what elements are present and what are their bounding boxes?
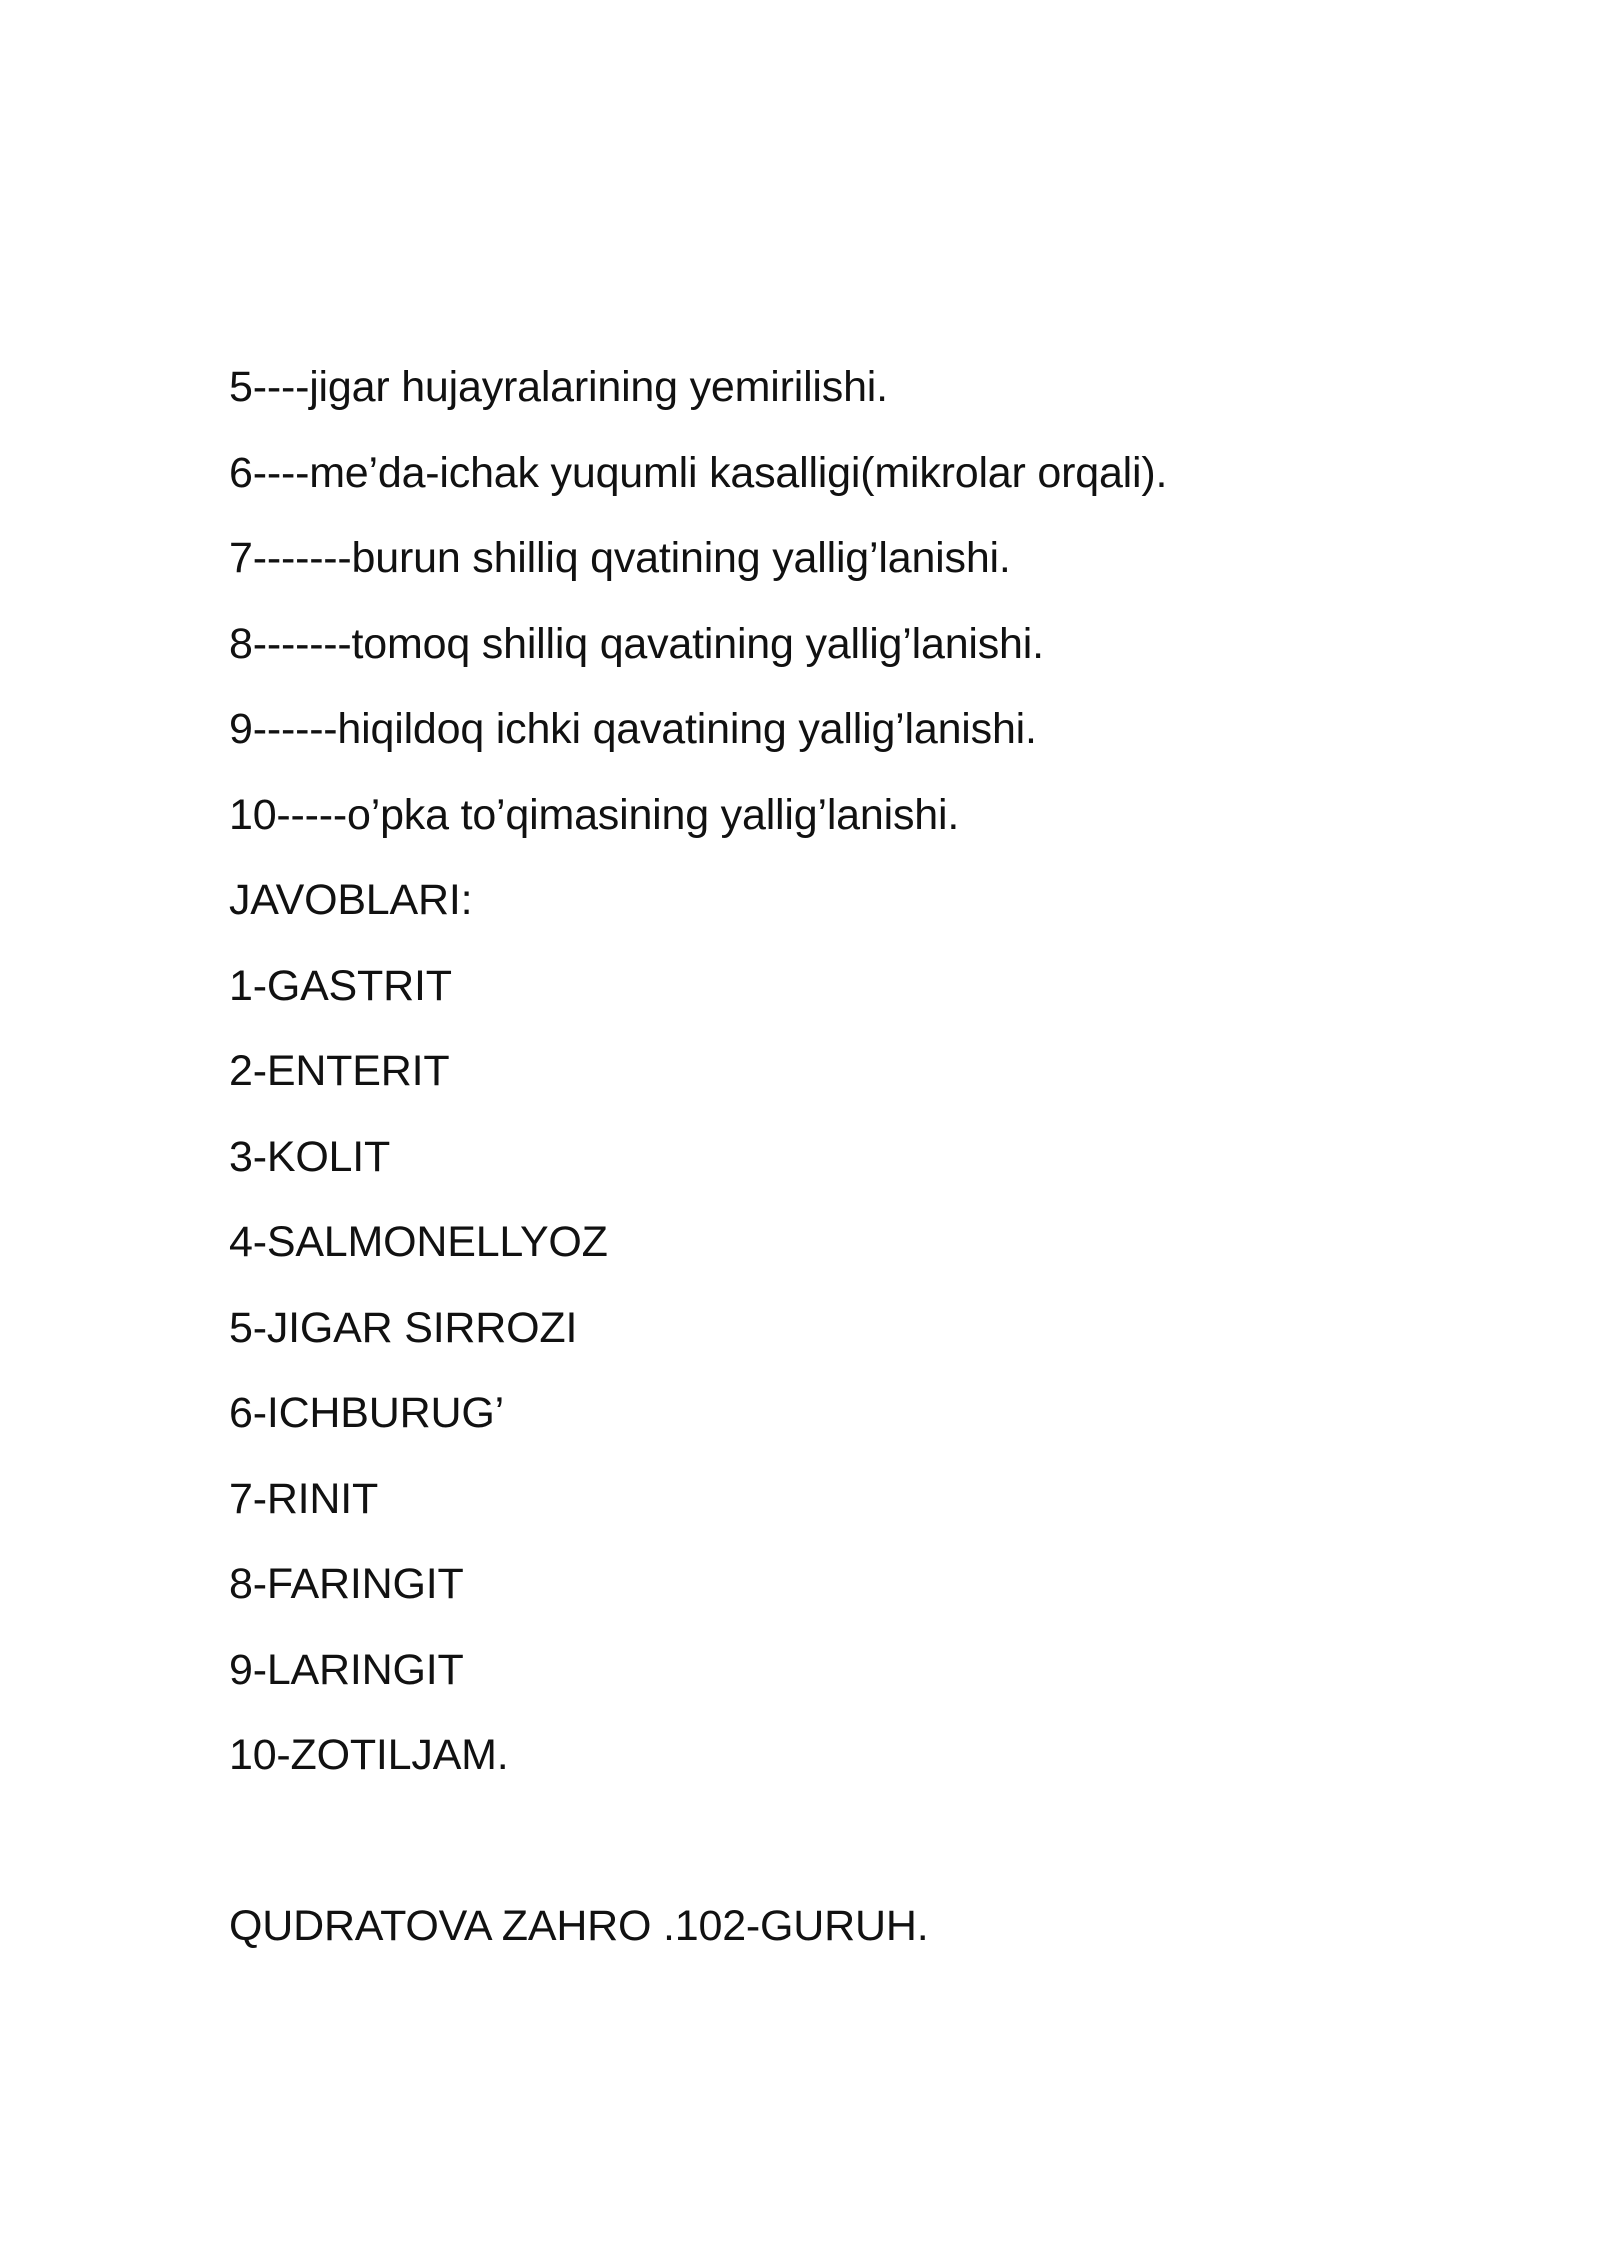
blank-line [229,1799,1429,1885]
question-line-6: 6----me’da-ichak yuqumli kasalligi(mikrolar orqali). [229,448,1168,497]
answers-heading: JAVOBLARI: [229,876,473,924]
document-body [229,345,1429,1970]
question-line-9: 9------hiqildoq ichki qavatining yallig’lanishi. [229,705,1037,753]
answer-line-4: 4-SALMONELLYOZ [229,1218,608,1266]
answer-line-7: 7-RINIT [229,1474,379,1523]
answer-line-5: 5-JIGAR SIRROZI [229,1303,578,1352]
answer-line-1: 1-GASTRIT [229,961,452,1010]
answer-line-2: 2-ENTERIT [229,1047,450,1095]
answer-line-9: 9-LARINGIT [229,1645,464,1694]
author-line: QUDRATOVA ZAHRO .102-GURUH. [229,1902,929,1950]
answer-line-8: 8-FARINGIT [229,1560,464,1608]
question-line-8: 8-------tomoq shilliq qavatining yallig’lanishi. [229,619,1044,668]
answer-line-3: 3-KOLIT [229,1132,391,1181]
question-line-7: 7-------burun shilliq qvatining yallig’lanishi. [229,534,1011,582]
question-line-5: 5----jigar hujayralarining yemirilishi. [229,363,888,411]
answer-line-10: 10-ZOTILJAM. [229,1731,509,1779]
question-line-10: 10-----o’pka to’qimasining yallig’lanishi. [229,790,960,839]
answer-line-6: 6-ICHBURUG’ [229,1389,504,1437]
